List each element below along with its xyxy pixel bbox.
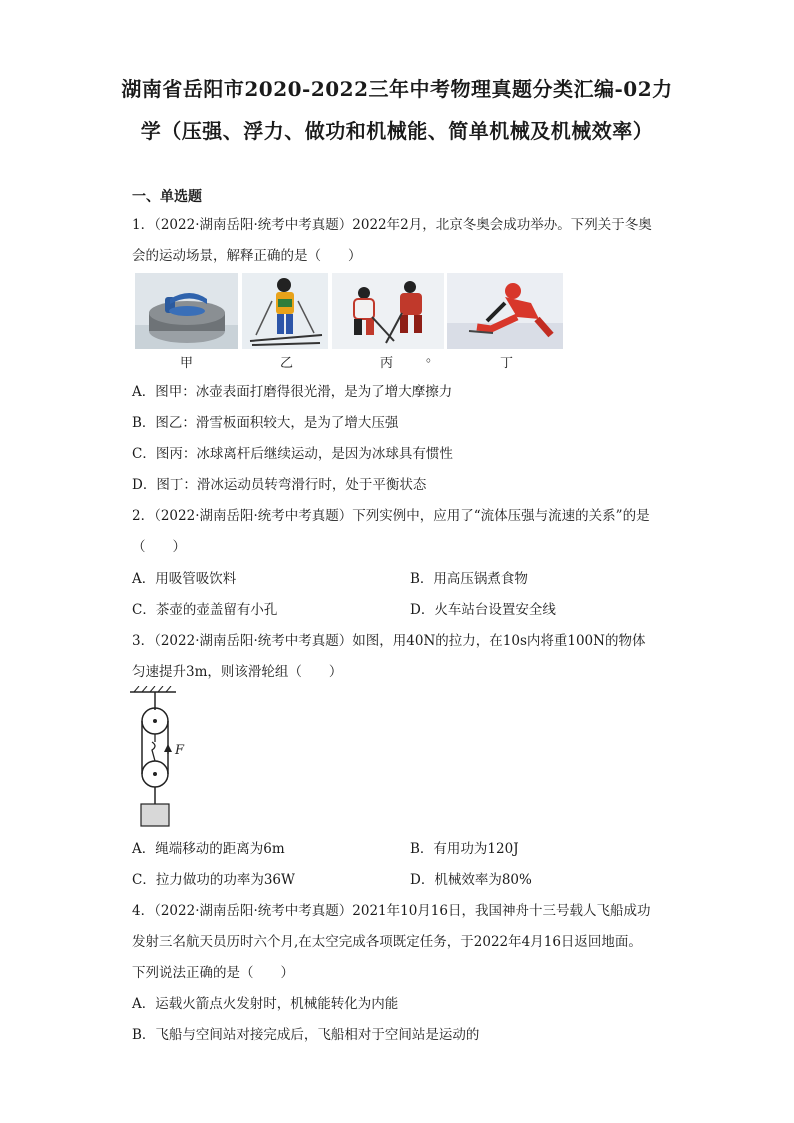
q1-option-a: A．图甲：冰壶表面打磨得很光滑，是为了增大摩擦力 (132, 384, 453, 400)
q1-stem-line-2: 会的运动场景，解释正确的是（ ） (132, 248, 362, 264)
rope-hook (152, 734, 155, 761)
caption-yi: 乙 (280, 356, 294, 371)
photo-curling-stone (135, 273, 238, 349)
title-line-2: 学（压强、浮力、做功和机械能、简单机械及机械效率） (140, 119, 654, 143)
movable-pulley-axle (153, 772, 157, 776)
section-heading: 一、单选题 (132, 189, 202, 205)
ceiling-hatch (134, 686, 171, 692)
photo-skier (242, 273, 328, 349)
q4-stem-line-2: 发射三名航天员历时六个月,在太空完成各项既定任务，于2022年4月16日返回地面。 (132, 934, 642, 950)
q3-stem-line-2: 匀速提升3m，则该滑轮组（ ） (132, 664, 343, 680)
q1-option-d: D．图丁：滑冰运动员转弯滑行时，处于平衡状态 (132, 477, 427, 493)
q4-stem-line-3: 下列说法正确的是（ ） (132, 965, 294, 981)
q4-stem-line-1: 4．（2022·湖南岳阳·统考中考真题）2021年10月16日，我国神舟十三号载人飞船成功 (132, 903, 651, 919)
q1-stem-line-1: 1．（2022·湖南岳阳·统考中考真题）2022年2月，北京冬奥会成功举办。下列关于冬奥 (132, 217, 652, 233)
q2-option-c: C．茶壶的壶盖留有小孔 (132, 602, 278, 618)
title-line-1: 湖南省岳阳市2020-2022三年中考物理真题分类汇编-02力 (121, 77, 673, 101)
caption-jia: 甲 (180, 356, 194, 371)
q2-option-b: B．用高压锅煮食物 (410, 571, 528, 587)
q2-option-d: D．火车站台设置安全线 (410, 602, 556, 618)
q3-option-a: A．绳端移动的距离为6m (132, 841, 285, 857)
force-arrow-head (164, 744, 172, 752)
force-label: F (175, 743, 185, 758)
q1-option-c: C．图丙：冰球离杆后继续运动，是因为冰球具有惯性 (132, 446, 453, 462)
q3-option-c: C．拉力做功的功率为36W (132, 872, 295, 888)
pulley-diagram (128, 686, 208, 832)
caption-bing: 丙 (380, 356, 394, 371)
photo-ice-hockey (332, 273, 444, 349)
q2-stem-line-1: 2．（2022·湖南岳阳·统考中考真题）下列实例中，应用了“流体压强与流速的关系”的是 (132, 508, 650, 524)
q2-option-a: A．用吸管吸饮料 (132, 571, 237, 587)
q4-option-b: B．飞船与空间站对接完成后，飞船相对于空间站是运动的 (132, 1027, 480, 1043)
q1-option-b: B．图乙：滑雪板面积较大，是为了增大压强 (132, 415, 399, 431)
caption-ding: 丁 (500, 356, 514, 371)
q3-option-d: D．机械效率为80% (410, 872, 532, 888)
q3-stem-line-1: 3．（2022·湖南岳阳·统考中考真题）如图，用40N的拉力，在10s内将重100N的物体 (132, 633, 646, 649)
q3-option-b: B．有用功为120J (410, 841, 519, 857)
document-title (110, 68, 684, 152)
q2-stem-line-2: （ ） (132, 539, 186, 555)
fixed-pulley-axle (153, 719, 157, 723)
q4-option-a: A．运载火箭点火发射时，机械能转化为内能 (132, 996, 399, 1012)
photo-speed-skater (447, 273, 563, 349)
caption-dot: 。 (426, 350, 440, 365)
load-block (141, 804, 169, 826)
